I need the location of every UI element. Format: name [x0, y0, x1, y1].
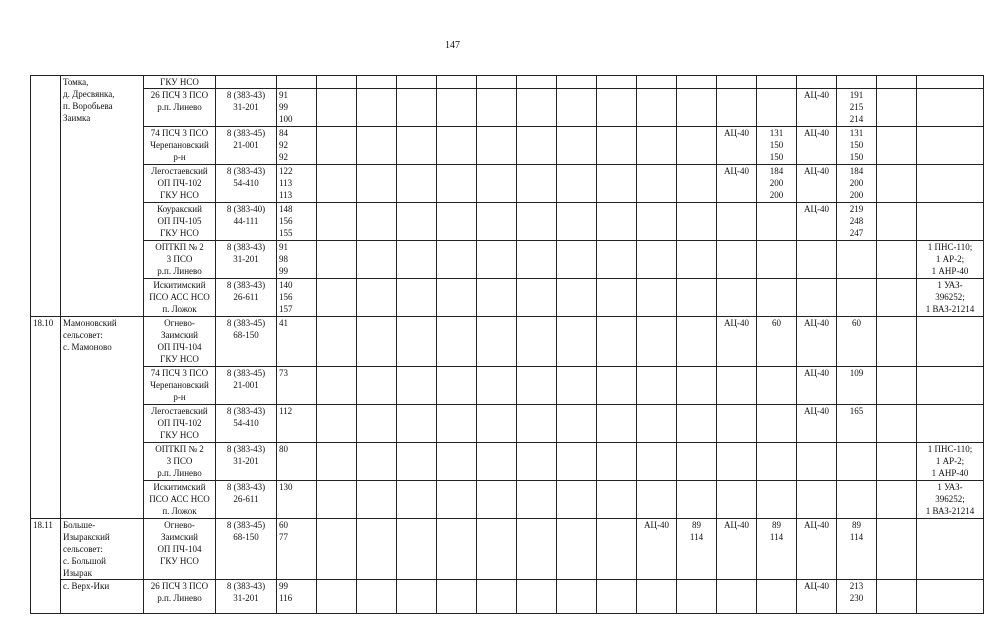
phone-cell: 8 (383-45) 68-150: [216, 317, 277, 367]
data-cell-c11: [717, 76, 757, 89]
data-cell-c15: [877, 165, 917, 203]
data-cell-c2: [357, 443, 397, 481]
data-cell-c4: [437, 241, 477, 279]
settlement-cell: с. Верх-Ики: [61, 580, 144, 614]
data-cell-c2: [357, 519, 397, 580]
data-cell-c11: [717, 443, 757, 481]
phone-cell: 8 (383-43) 31-201: [216, 443, 277, 481]
data-cell-c3: [397, 405, 437, 443]
data-cell-c14: 165: [837, 405, 877, 443]
data-cell-c6: [517, 443, 557, 481]
data-cell-c10: 89 114: [677, 519, 717, 580]
data-cell-c1: [317, 367, 357, 405]
data-cell-c6: [517, 89, 557, 127]
data-cell-c4: [437, 405, 477, 443]
data-cell-c2: [357, 405, 397, 443]
data-cell-c14: 184 200 200: [837, 165, 877, 203]
data-cell-c9: [637, 127, 677, 165]
data-cell-c8: [597, 241, 637, 279]
distance-cell: 41: [277, 317, 317, 367]
data-cell-c6: [517, 317, 557, 367]
data-cell-c5: [477, 89, 517, 127]
data-cell-c12: [757, 279, 797, 317]
unit-cell: ГКУ НСО: [144, 76, 216, 89]
data-cell-c5: [477, 241, 517, 279]
data-cell-c13: АЦ-40: [797, 89, 837, 127]
data-cell-c7: [557, 279, 597, 317]
data-cell-c2: [357, 89, 397, 127]
data-cell-c6: [517, 127, 557, 165]
data-cell-c2: [357, 76, 397, 89]
data-cell-c11: АЦ-40: [717, 165, 757, 203]
data-cell-c7: [557, 443, 597, 481]
data-cell-c13: АЦ-40: [797, 367, 837, 405]
data-cell-c6: [517, 481, 557, 519]
data-cell-c7: [557, 405, 597, 443]
data-cell-c4: [437, 127, 477, 165]
table-row: [31, 580, 984, 614]
page-number: 147: [445, 40, 460, 51]
distance-cell: 91 98 99: [277, 241, 317, 279]
data-cell-c15: [877, 367, 917, 405]
unit-cell: 26 ПСЧ 3 ПСО р.п. Линево: [144, 89, 216, 127]
data-cell-c14: [837, 76, 877, 89]
table-row: [31, 317, 984, 367]
data-cell-c2: [357, 203, 397, 241]
unit-cell: 74 ПСЧ 3 ПСО Черепановский р-н: [144, 127, 216, 165]
distance-cell: 84 92 92: [277, 127, 317, 165]
data-cell-c8: [597, 481, 637, 519]
data-cell-c1: [317, 443, 357, 481]
data-cell-c12: [757, 580, 797, 614]
data-cell-c7: [557, 481, 597, 519]
data-cell-c2: [357, 580, 397, 614]
data-cell-c16: 1 ПНС-110; 1 АР-2; 1 АНР-40: [917, 443, 984, 481]
data-cell-c8: [597, 203, 637, 241]
data-cell-c1: [317, 76, 357, 89]
data-cell-c1: [317, 127, 357, 165]
data-cell-c16: 1 УАЗ- 396252; 1 ВАЗ-21214: [917, 481, 984, 519]
data-cell-c15: [877, 519, 917, 580]
unit-cell: Легостаевский ОП ПЧ-102 ГКУ НСО: [144, 165, 216, 203]
data-cell-c3: [397, 443, 437, 481]
data-cell-c12: [757, 203, 797, 241]
table-row: [31, 127, 984, 165]
data-cell-c5: [477, 443, 517, 481]
data-cell-c16: [917, 317, 984, 367]
data-cell-c16: [917, 127, 984, 165]
data-cell-c6: [517, 519, 557, 580]
data-cell-c12: [757, 405, 797, 443]
table-row: [31, 519, 984, 580]
data-cell-c11: [717, 481, 757, 519]
phone-cell: 8 (383-40) 44-111: [216, 203, 277, 241]
data-cell-c14: 131 150 150: [837, 127, 877, 165]
data-cell-c11: [717, 405, 757, 443]
data-cell-c9: [637, 443, 677, 481]
data-cell-c16: [917, 165, 984, 203]
data-cell-c4: [437, 367, 477, 405]
data-cell-c1: [317, 279, 357, 317]
data-cell-c12: [757, 443, 797, 481]
data-cell-c6: [517, 367, 557, 405]
distance-cell: 140 156 157: [277, 279, 317, 317]
data-cell-c15: [877, 203, 917, 241]
data-cell-c6: [517, 76, 557, 89]
data-cell-c6: [517, 241, 557, 279]
data-cell-c9: [637, 89, 677, 127]
data-cell-c9: [637, 76, 677, 89]
data-cell-c4: [437, 279, 477, 317]
data-cell-c14: [837, 241, 877, 279]
data-cell-c13: АЦ-40: [797, 165, 837, 203]
data-cell-c13: АЦ-40: [797, 127, 837, 165]
data-cell-c11: [717, 241, 757, 279]
data-cell-c2: [357, 367, 397, 405]
phone-cell: 8 (383-43) 26-611: [216, 279, 277, 317]
distance-cell: 122 113 113: [277, 165, 317, 203]
data-cell-c4: [437, 580, 477, 614]
data-cell-c5: [477, 405, 517, 443]
table-row: [31, 443, 984, 481]
phone-cell: 8 (383-45) 21-001: [216, 127, 277, 165]
data-cell-c3: [397, 165, 437, 203]
data-cell-c14: 109: [837, 367, 877, 405]
data-cell-c7: [557, 317, 597, 367]
data-cell-c5: [477, 580, 517, 614]
distance-cell: 73: [277, 367, 317, 405]
data-cell-c5: [477, 127, 517, 165]
data-cell-c7: [557, 165, 597, 203]
data-cell-c4: [437, 203, 477, 241]
data-cell-c1: [317, 317, 357, 367]
table-row: [31, 241, 984, 279]
data-cell-c13: [797, 279, 837, 317]
data-cell-c3: [397, 580, 437, 614]
data-cell-c13: АЦ-40: [797, 317, 837, 367]
data-cell-c14: [837, 481, 877, 519]
data-cell-c14: 60: [837, 317, 877, 367]
unit-cell: Легостаевский ОП ПЧ-102 ГКУ НСО: [144, 405, 216, 443]
data-cell-c9: [637, 279, 677, 317]
data-cell-c10: [677, 203, 717, 241]
data-cell-c5: [477, 203, 517, 241]
data-cell-c14: [837, 279, 877, 317]
settlement-cell: Больше- Изыракский сельсовет: с. Большой Изырак: [61, 519, 144, 580]
data-cell-c6: [517, 405, 557, 443]
phone-cell: 8 (383-43) 26-611: [216, 481, 277, 519]
phone-cell: [216, 76, 277, 89]
unit-cell: Огнево- Заимский ОП ПЧ-104 ГКУ НСО: [144, 317, 216, 367]
data-cell-c15: [877, 241, 917, 279]
data-cell-c1: [317, 203, 357, 241]
unit-cell: ОПТКП № 2 3 ПСО р.п. Линево: [144, 443, 216, 481]
distance-cell: 91 99 100: [277, 89, 317, 127]
data-cell-c11: [717, 89, 757, 127]
data-cell-c1: [317, 519, 357, 580]
data-cell-c2: [357, 127, 397, 165]
data-cell-c13: [797, 76, 837, 89]
phone-cell: 8 (383-43) 31-201: [216, 580, 277, 614]
data-cell-c16: 1 УАЗ- 396252; 1 ВАЗ-21214: [917, 279, 984, 317]
data-cell-c2: [357, 165, 397, 203]
data-cell-c10: [677, 241, 717, 279]
data-cell-c13: [797, 241, 837, 279]
phone-cell: 8 (383-43) 54-410: [216, 165, 277, 203]
data-cell-c6: [517, 580, 557, 614]
data-cell-c10: [677, 405, 717, 443]
data-cell-c10: [677, 76, 717, 89]
data-cell-c9: АЦ-40: [637, 519, 677, 580]
data-cell-c5: [477, 317, 517, 367]
data-cell-c16: [917, 89, 984, 127]
data-cell-c10: [677, 279, 717, 317]
data-cell-c10: [677, 89, 717, 127]
data-cell-c5: [477, 165, 517, 203]
unit-cell: 26 ПСЧ 3 ПСО р.п. Линево: [144, 580, 216, 614]
data-cell-c5: [477, 367, 517, 405]
data-cell-c7: [557, 367, 597, 405]
data-cell-c10: [677, 367, 717, 405]
data-cell-c4: [437, 443, 477, 481]
data-cell-c3: [397, 317, 437, 367]
data-cell-c15: [877, 481, 917, 519]
data-cell-c13: АЦ-40: [797, 203, 837, 241]
data-cell-c8: [597, 76, 637, 89]
table-row: [31, 367, 984, 405]
row-number-cell: 18.10: [31, 317, 61, 519]
unit-cell: Коуракский ОП ПЧ-105 ГКУ НСО: [144, 203, 216, 241]
table-row: [31, 203, 984, 241]
row-number-cell: [31, 76, 61, 317]
distance-cell: 60 77: [277, 519, 317, 580]
data-cell-c15: [877, 76, 917, 89]
data-cell-c2: [357, 481, 397, 519]
data-cell-c1: [317, 165, 357, 203]
data-cell-c4: [437, 519, 477, 580]
data-cell-c1: [317, 481, 357, 519]
data-cell-c10: [677, 580, 717, 614]
data-cell-c8: [597, 580, 637, 614]
data-cell-c4: [437, 89, 477, 127]
data-cell-c15: [877, 405, 917, 443]
data-cell-c7: [557, 76, 597, 89]
data-cell-c8: [597, 443, 637, 481]
data-cell-c10: [677, 481, 717, 519]
table-row: [31, 405, 984, 443]
data-cell-c8: [597, 317, 637, 367]
data-cell-c3: [397, 481, 437, 519]
data-cell-c12: 184 200 200: [757, 165, 797, 203]
data-cell-c11: [717, 279, 757, 317]
data-cell-c12: 60: [757, 317, 797, 367]
data-cell-c14: 89 114: [837, 519, 877, 580]
data-cell-c1: [317, 89, 357, 127]
settlement-cell: Томка, д. Дресвянка, п. Воробьева Заимка: [61, 76, 144, 317]
data-cell-c15: [877, 127, 917, 165]
data-cell-c6: [517, 279, 557, 317]
data-cell-c9: [637, 367, 677, 405]
data-cell-c15: [877, 317, 917, 367]
data-cell-c9: [637, 165, 677, 203]
data-cell-c12: 89 114: [757, 519, 797, 580]
unit-cell: Огнево- Заимский ОП ПЧ-104 ГКУ НСО: [144, 519, 216, 580]
data-cell-c16: [917, 405, 984, 443]
unit-cell: Искитимский ПСО АСС НСО п. Ложок: [144, 279, 216, 317]
data-cell-c13: АЦ-40: [797, 405, 837, 443]
fire-units-table: [30, 75, 984, 614]
data-cell-c11: АЦ-40: [717, 317, 757, 367]
data-cell-c1: [317, 405, 357, 443]
unit-cell: Искитимский ПСО АСС НСО п. Ложок: [144, 481, 216, 519]
data-cell-c12: 131 150 150: [757, 127, 797, 165]
data-cell-c8: [597, 405, 637, 443]
data-cell-c3: [397, 89, 437, 127]
data-cell-c15: [877, 443, 917, 481]
data-cell-c13: АЦ-40: [797, 580, 837, 614]
data-cell-c16: 1 ПНС-110; 1 АР-2; 1 АНР-40: [917, 241, 984, 279]
distance-cell: 80: [277, 443, 317, 481]
unit-cell: ОПТКП № 2 3 ПСО р.п. Линево: [144, 241, 216, 279]
settlement-cell: Мамоновский сельсовет: с. Мамоново: [61, 317, 144, 519]
phone-cell: 8 (383-43) 54-410: [216, 405, 277, 443]
phone-cell: 8 (383-43) 31-201: [216, 89, 277, 127]
data-cell-c4: [437, 317, 477, 367]
data-cell-c4: [437, 76, 477, 89]
data-cell-c16: [917, 580, 984, 614]
data-cell-c10: [677, 165, 717, 203]
data-cell-c14: [837, 443, 877, 481]
data-cell-c9: [637, 405, 677, 443]
data-cell-c4: [437, 165, 477, 203]
table-row: [31, 165, 984, 203]
table-row: [31, 279, 984, 317]
distance-cell: 130: [277, 481, 317, 519]
data-cell-c12: [757, 481, 797, 519]
data-cell-c16: [917, 367, 984, 405]
data-cell-c3: [397, 127, 437, 165]
unit-cell: 74 ПСЧ 3 ПСО Черепановский р-н: [144, 367, 216, 405]
data-cell-c9: [637, 203, 677, 241]
data-cell-c16: [917, 76, 984, 89]
data-cell-c4: [437, 481, 477, 519]
data-cell-c14: 219 248 247: [837, 203, 877, 241]
data-cell-c8: [597, 165, 637, 203]
data-cell-c11: АЦ-40: [717, 519, 757, 580]
data-cell-c7: [557, 127, 597, 165]
data-cell-c9: [637, 580, 677, 614]
data-cell-c5: [477, 76, 517, 89]
data-cell-c3: [397, 76, 437, 89]
data-cell-c14: 191 215 214: [837, 89, 877, 127]
data-cell-c16: [917, 519, 984, 580]
table-row: [31, 89, 984, 127]
distance-cell: 112: [277, 405, 317, 443]
table-row: [31, 481, 984, 519]
row-number-cell: 18.11: [31, 519, 61, 614]
data-cell-c2: [357, 317, 397, 367]
data-cell-c8: [597, 127, 637, 165]
data-cell-c8: [597, 519, 637, 580]
data-cell-c11: [717, 367, 757, 405]
data-cell-c12: [757, 76, 797, 89]
data-cell-c9: [637, 481, 677, 519]
data-cell-c12: [757, 367, 797, 405]
data-cell-c10: [677, 443, 717, 481]
data-cell-c13: [797, 481, 837, 519]
data-cell-c11: [717, 580, 757, 614]
data-cell-c5: [477, 481, 517, 519]
data-cell-c3: [397, 367, 437, 405]
data-cell-c7: [557, 89, 597, 127]
data-cell-c2: [357, 279, 397, 317]
data-cell-c12: [757, 241, 797, 279]
data-cell-c10: [677, 127, 717, 165]
data-cell-c3: [397, 279, 437, 317]
data-cell-c3: [397, 241, 437, 279]
data-cell-c10: [677, 317, 717, 367]
data-cell-c3: [397, 519, 437, 580]
data-cell-c3: [397, 203, 437, 241]
data-cell-c15: [877, 580, 917, 614]
distance-cell: 148 156 155: [277, 203, 317, 241]
table-row: [31, 76, 984, 89]
data-cell-c7: [557, 580, 597, 614]
data-cell-c6: [517, 165, 557, 203]
data-cell-c8: [597, 279, 637, 317]
data-cell-c7: [557, 241, 597, 279]
data-cell-c1: [317, 241, 357, 279]
data-cell-c7: [557, 519, 597, 580]
data-cell-c11: АЦ-40: [717, 127, 757, 165]
phone-cell: 8 (383-43) 31-201: [216, 241, 277, 279]
data-cell-c8: [597, 89, 637, 127]
data-cell-c15: [877, 279, 917, 317]
data-cell-c7: [557, 203, 597, 241]
data-cell-c2: [357, 241, 397, 279]
data-cell-c14: 213 230: [837, 580, 877, 614]
data-cell-c6: [517, 203, 557, 241]
data-cell-c5: [477, 519, 517, 580]
data-cell-c11: [717, 203, 757, 241]
data-cell-c9: [637, 317, 677, 367]
data-cell-c12: [757, 89, 797, 127]
data-cell-c9: [637, 241, 677, 279]
phone-cell: 8 (383-45) 21-001: [216, 367, 277, 405]
data-cell-c15: [877, 89, 917, 127]
distance-cell: 99 116: [277, 580, 317, 614]
phone-cell: 8 (383-45) 68-150: [216, 519, 277, 580]
data-cell-c16: [917, 203, 984, 241]
distance-cell: [277, 76, 317, 89]
data-cell-c13: [797, 443, 837, 481]
data-cell-c5: [477, 279, 517, 317]
data-cell-c13: АЦ-40: [797, 519, 837, 580]
data-cell-c8: [597, 367, 637, 405]
data-cell-c1: [317, 580, 357, 614]
